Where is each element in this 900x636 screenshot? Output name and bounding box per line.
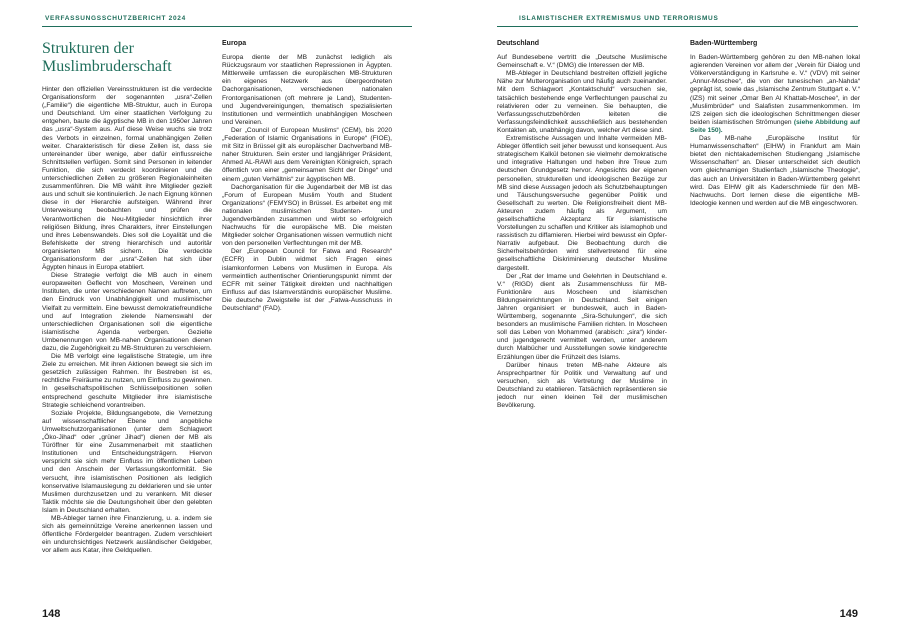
figure-reference: (siehe Abbildung auf Seite 150). (690, 118, 860, 134)
article-title-line2: Muslimbruderschaft (42, 57, 172, 75)
paragraph: Die MB verfolgt eine legalistische Strategie, um ihre Ziele zu erreichen. Mit ihren Aktionen bewegt sie sich im gesetzlich zulässigen Rahmen. Ihr Bestreben ist es, rechtliche Freiräume zu nutzen, um Einfluss zu gewinnen. In gesellschaftspolitischen Schlüsselpositionen sollen entsprechend geschulte Mitglieder ihre islamistische Strategie schleichend vorantreiben. (42, 353, 212, 409)
header-rule-right (497, 26, 858, 27)
paragraph: Diese Strategie verfolgt die MB auch in einem europaweiten Geflecht von Moscheen, Vereinen und Instituten, die unter verschiedenen Namen auftreten, um den Eindruck von Unabhängigkeit und muslimischer Vielfalt zu vermitteln. Eine bewusst demokratiefreundliche und auf Integration zielende Namenswahl der unterschiedlichen Organisationen soll die eigentliche islamistische Agenda verbergen. Gezielte Umbenennungen von MB-nahen Organisationen dienen dazu, die Zugehörigkeit zu MB-Strukturen zu verschleiern. (42, 272, 212, 352)
paragraph: Der „Council of European Muslims“ (CEM), bis 2020 „Federation of Islamic Organisations in Europe“ (FIOE), mit Sitz in Brüssel gilt als europäischer Dachverband MB-naher Strukturen. Sein erster und langjähriger Präsident, Ahmed AL-RAWI aus dem Vereinigten Königreich, sprach öffentlich von einer „gemeinsamen Sicht der Dinge“ und einem „guten Verhältnis“ zur ägyptischen MB. (222, 126, 392, 183)
paragraph: Europa diente der MB zunächst lediglich als Rückzugsraum vor staatlichen Repressionen in Ägypten. Mittlerweile umfassen die europäischen MB-Strukturen ein eigenes Netzwerk aus übergeordneten Dachorganisationen, verschiedenen nationalen Frontorganisationen (oft mehrere je Land), Studenten- und Jugendvereinigungen, thematisch spezialisierten Institutionen und vermeintlich unabhängigen Moscheen und Vereinen. (222, 54, 392, 126)
paragraph: Das MB-nahe „Europäische Institut für Humanwissenschaften“ (EIHW) in Frankfurt am Main bietet den nichtakademischen Studiengang „Islamische Wissenschaften“ an. Dieser unterscheidet sich deutlich vom gleichnamigen Studienfach „Islamische Theologie“, das auch an Universitäten in Baden-Württemberg gelehrt wird. Das EIHW gilt als Kaderschmiede für den MB-Nachwuchs. Dort lernen diese die eigentliche MB-Ideologie kennen und werden auf die MB eingeschworen. (690, 135, 860, 207)
paragraph: Darüber hinaus treten MB-nahe Akteure als Ansprechpartner für Politik und Verwaltung auf und versuchen, sich als Vertretung der Muslime in Deutschland zu etablieren. Tatsächlich repräsentieren sie jedoch nur einen kleinen Teil der muslimischen Bevölkerung. (497, 361, 667, 410)
paragraph: Extremistische Aussagen und Inhalte vermeiden MB-Ableger öffentlich seit jeher bewusst und konsequent. Aus strategischem Kalkül betonen sie vielmehr demokratische und integrative Haltungen und heben ihre Treue zum deutschen Grundgesetz hervor. Angesichts der eigenen personellen, strukturellen und ideologischen Bezüge zur MB sind diese Aussagen jedoch als Schutzbehauptungen und Täuschungsversuche gegenüber Politik und Gesellschaft zu werten. Die Religionsfreiheit dient MB-Akteuren zudem häufig als Argument, um gesellschaftliche Akzeptanz für islamistische Vorstellungen zu schaffen und Kritiker als islamophob und rassistisch zu diffamieren. Hierbei wird bewusst ein Opfer-Narrativ aufgebaut. Die Beobachtung durch die Sicherheitsbehörden wird stellvertretend für eine gesellschaftliche Diskriminierung deutscher Muslime dargestellt. (497, 135, 667, 272)
column-europa (222, 40, 392, 313)
header-rule-left (42, 26, 412, 27)
article-title-line1: Strukturen der (42, 40, 134, 57)
intro-paragraphs (42, 86, 212, 555)
column-baden-wuerttemberg (690, 40, 860, 208)
page-number-left: 148 (42, 608, 61, 620)
paragraph: Dachorganisation für die Jugendarbeit der MB ist das „Forum of European Muslim Youth and Student Organizations“ (FEMYSO) in Brüssel. Es arbeitet eng mit nationalen muslimischen Studenten- und Jugendverbänden zusammen und wirbt so erfolgreich Nachwuchs für die europäische MB. Die meisten Mitglieder solcher Organisationen wissen vermutlich nicht von den personellen Verflechtungen mit der MB. (222, 183, 392, 248)
paragraph: Hinter den offiziellen Vereinsstrukturen ist die verdeckte Organisationsform der sogenannten „usra“-Zellen („Familie“) die eigentliche MB-Struktur, auch in Europa und Deutschland. Um einer staatlichen Verfolgung zu entgehen, baute die ägyptische MB in den 1950er Jahren das „usra“-System aus. Auf diese Weise wuchs sie trotz des Verbots in einzelnen, formal unabhängigen Zellen weiter. Charakteristisch für diese Zellen ist, dass sie untereinander über wenige, aber dafür einflussreiche Schnittstellen verfügen. Somit sind Personen in leitender Funktion, die sich verdeckt koordinieren und die unterschiedlichen Zellen zu größeren Regionaleinheiten zusammenführen. Die MB wählt ihre Mitglieder gezielt aus und schult sie kontinuierlich. Je nach Eignung können diese in der Hierarchie aufsteigen. Während ihrer Unterweisung beobachten und prüfen die Verantwortlichen die Neu-Mitglieder hinsichtlich ihrer religiösen Bildung, ihres Charakters, ihrer Einstellungen und ihres Lebenswandels. Dies soll die Loyalität und die Befehlskette der streng hierarchisch und autoritär organisierten MB sichern. Die verdeckte Organisationsform der „usra“-Zellen hat sich über Ägypten hinaus in Europa etabliert. (42, 86, 212, 272)
paragraph: MB-Ableger tarnen ihre Finanzierung, u. a. indem sie sich als gemeinnützige Vereine anerkennen lassen und öffentliche Fördergelder beantragen. Zudem verschleiert ein undurchsichtiges Netzwerk ausländischer Geldgeber, vor allem aus Katar, ihre Geldquellen. (42, 514, 212, 555)
heading-baden-wuerttemberg: Baden-Württemberg (690, 40, 758, 47)
page-number-right: 149 (839, 608, 858, 620)
paragraph: MB-Ableger in Deutschland bestreiten offiziell jegliche Nähe zur Mutterorganisation und häufig auch zueinander. Mit dem Schlagwort „Kontaktschuld“ versuchen sie, tatsächlich bestehende enge Verflechtungen pauschal zu relativieren oder zu verneinen. Sie behaupten, die Verfassungsschutzbehörden leiteten die Verfassungsfeindlichkeit ausschließlich aus bestehenden Kontakten ab, unabhängig davon, welcher Art diese sind. (497, 70, 667, 134)
heading-europa: Europa (222, 40, 247, 47)
deutschland-paragraphs (497, 54, 667, 410)
column-deutschland (497, 40, 667, 410)
heading-deutschland: Deutschland (497, 40, 540, 47)
paragraph: In Baden-Württemberg gehören zu den MB-nahen lokal agierenden Vereinen vor allem der „Verein für Dialog und Völkerverständigung in Karlsruhe e. V.“ (VDV) mit seiner „Annur-Moschee“, die von der tunesischen „an-Nahda“ geprägt ist, sowie das „Islamische Zentrum Stuttgart e. V.“ (IZS) mit seiner „Omar Ben Al Khattab-Moschee“, in der „Muslimbrüder“ und Salafisten zusammenkommen. Im IZS zeigen sich die ideologischen Schnittmengen dieser beiden islamistischen Strömungen (siehe Abbildung auf Seite 150). (690, 54, 860, 134)
europa-paragraphs (222, 54, 392, 313)
paragraph: Auf Bundesebene vertritt die „Deutsche Muslimische Gemeinschaft e. V.“ (DMG) die Interessen der MB. (497, 54, 667, 70)
running-header-right: ISLAMISTISCHER EXTREMISMUS UND TERRORISMUS (519, 15, 719, 22)
paragraph: Der „Rat der Imame und Gelehrten in Deutschland e. V.“ (RIGD) dient als Zusammenschluss für MB-Funktionäre aus Moscheen und islamischen Bildungseinrichtungen in Deutschland. Seit einigen Jahren organisiert er bundesweit, auch in Baden-Württemberg, sogenannte „Sira-Schulungen“, die sich besonders an muslimische Familien richten. In Moscheen soll das Leben von Mohammed (arabisch: „sira“) kinder- und jugendgerecht vermittelt werden, unter anderem durch Malbücher und Ausstellungen sowie kindgerechte Erzählungen über die Frühzeit des Islams. (497, 272, 667, 361)
article-title (42, 40, 212, 75)
paragraph: Soziale Projekte, Bildungsangebote, die Vernetzung auf wissenschaftlicher Ebene und angebliche Umweltschutzorganisationen (unter dem Schlagwort „Öko-Jihad“ oder „grüner Jihad“) dienen der MB als Türöffner für eine Zusammenarbeit mit staatlichen Institutionen und Entscheidungsträgern. Hiervon verspricht sie sich mehr Einfluss im öffentlichen Leben und den Anschein der Verfassungskonformität. Sie versucht, ihre islamistischen Positionen als lediglich konservative Islamauslegung zu deklarieren und sie unter Muslimen durchzusetzen und zu verankern. Mit dieser Taktik möchte sie die Deutungshoheit über den gelebten Islam in Deutschland erhalten. (42, 409, 212, 514)
column-intro (42, 40, 212, 555)
paragraph: Der „European Council for Fatwa and Research“ (ECFR) in Dublin widmet sich Fragen eines islamkonformen Lebens von Muslimen in Europa. Als vermeintlich authentischer Orientierungspunkt nimmt der ECFR mit seiner Tätigkeit direkten und nachhaltigen Einfluss auf das Islamverständnis europäischer Muslime. Die deutsche Zweigstelle ist der „Fatwa-Ausschuss in Deutschland“ (FAD). (222, 248, 392, 312)
running-header-left: VERFASSUNGSSCHUTZBERICHT 2024 (45, 15, 186, 22)
bw-paragraphs (690, 54, 860, 208)
